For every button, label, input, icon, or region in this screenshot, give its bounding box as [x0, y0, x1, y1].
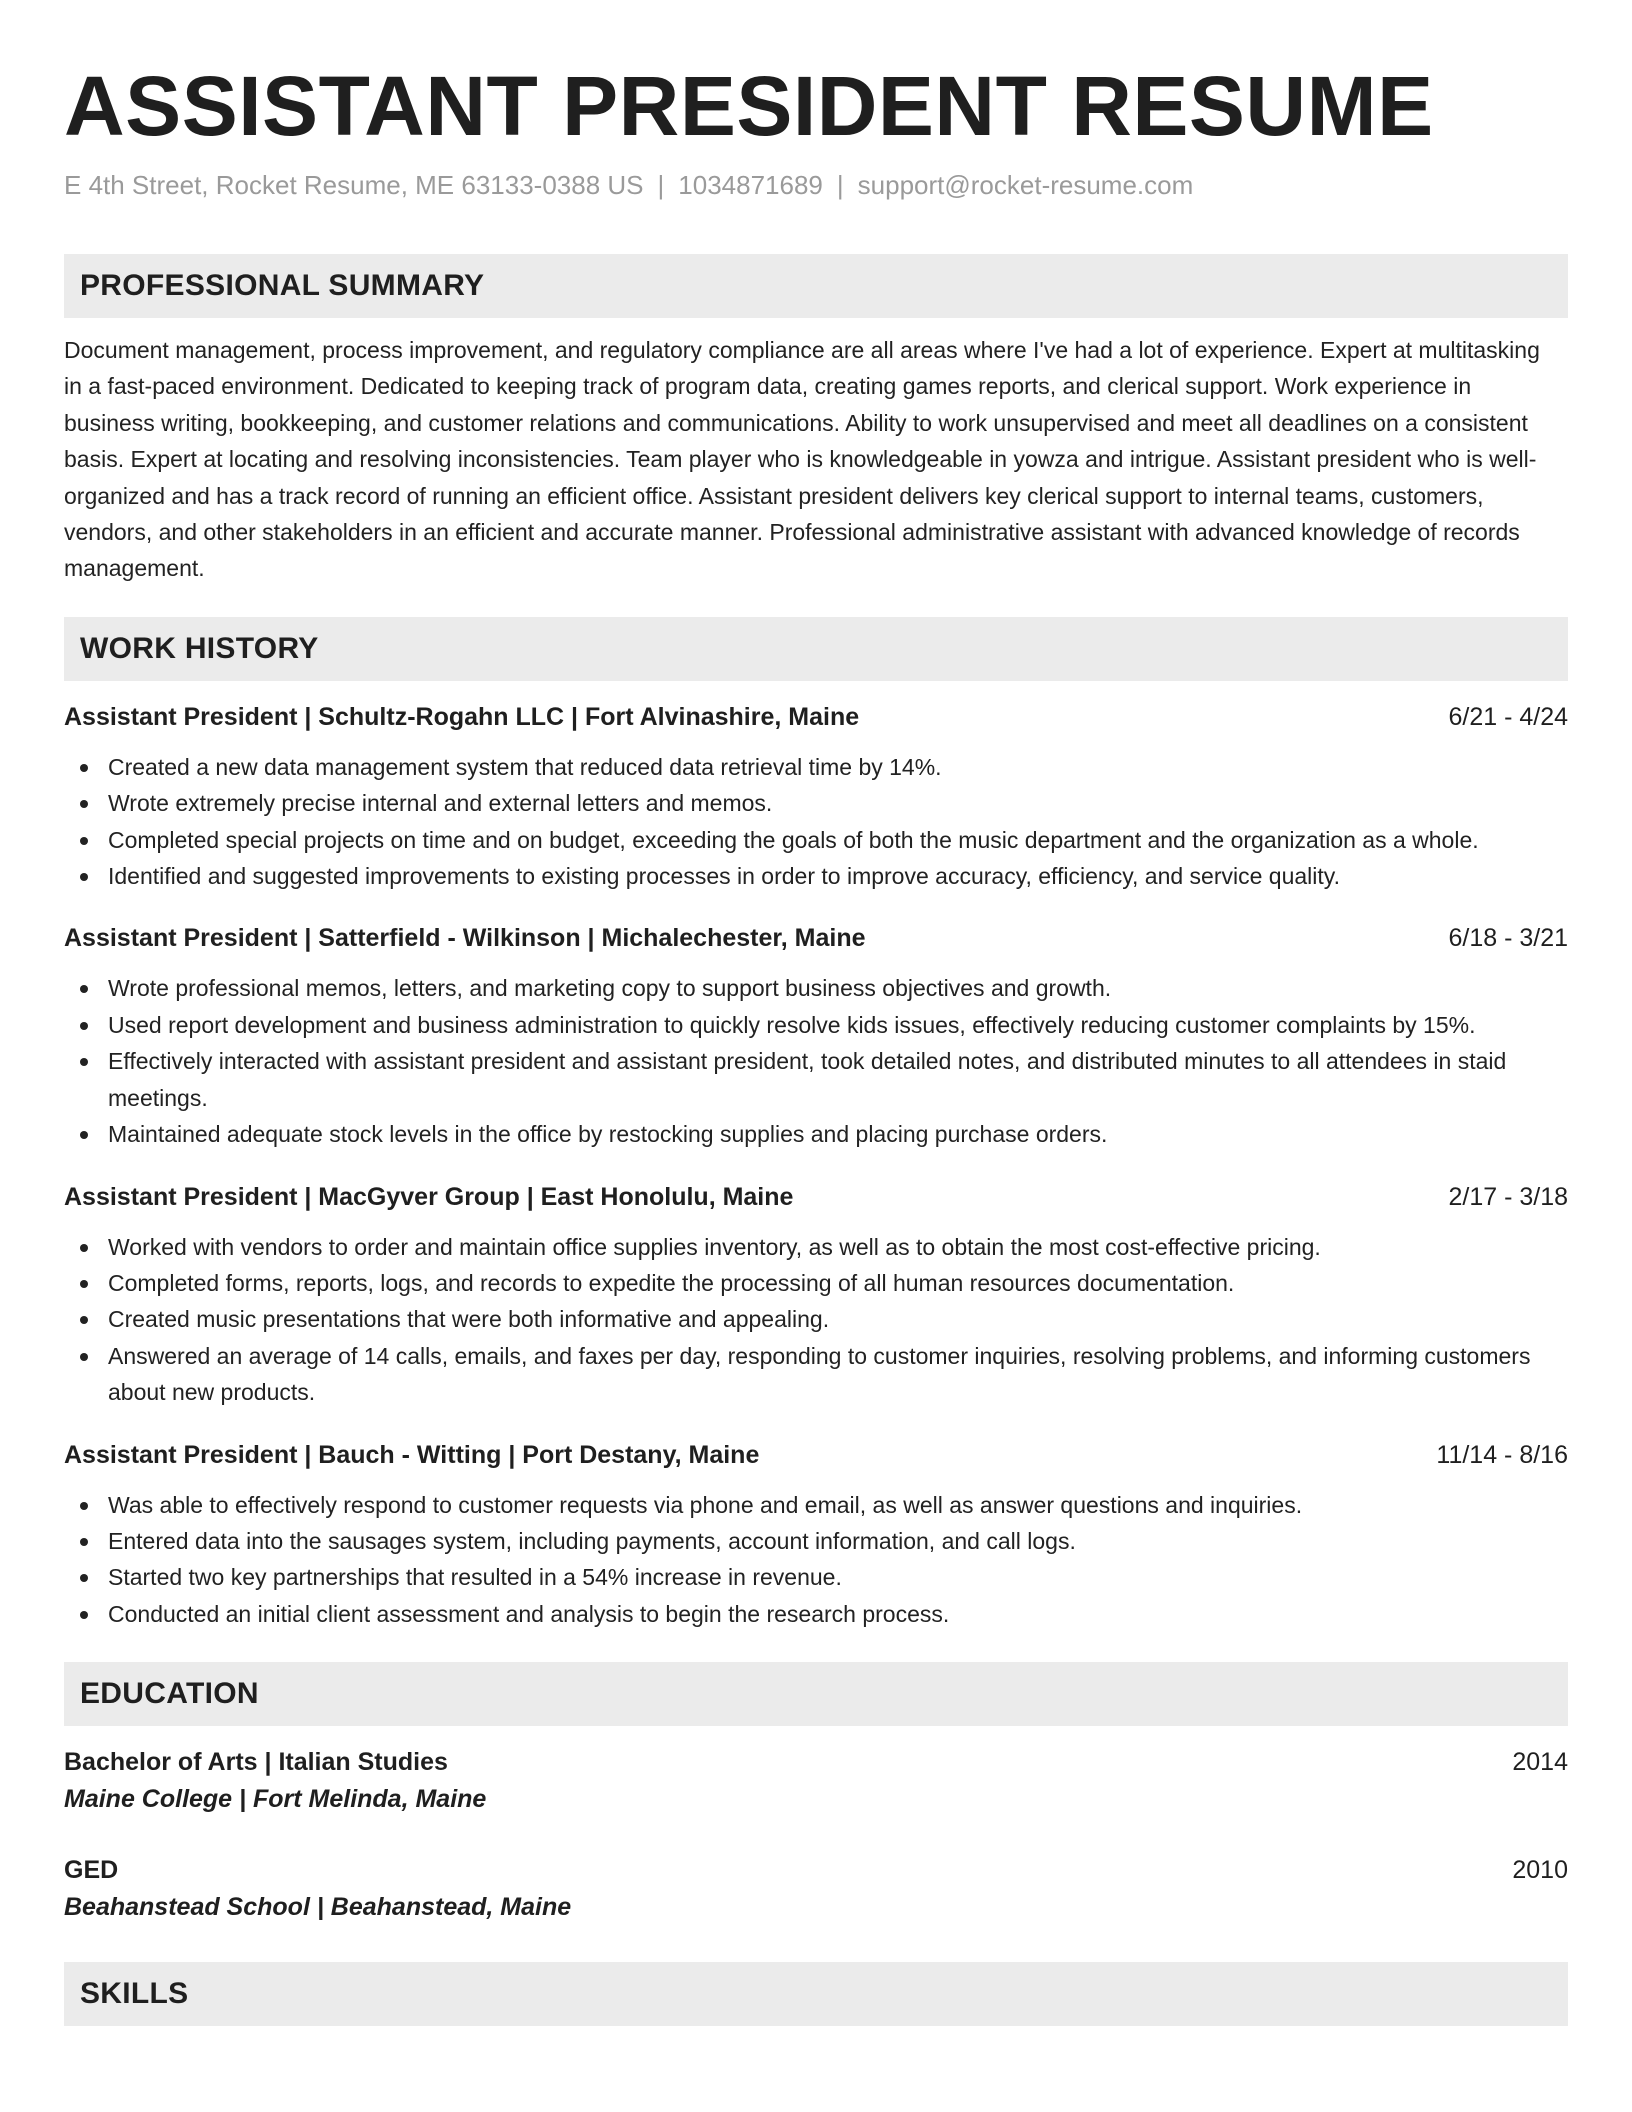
resume-title: ASSISTANT PRESIDENT RESUME [64, 59, 1434, 153]
job-bullet: Wrote extremely precise internal and external letters and memos. [64, 785, 1568, 821]
job-title: Assistant President | MacGyver Group | East Honolulu, Maine [64, 1182, 794, 1211]
contact-email: support@rocket-resume.com [857, 170, 1194, 200]
job-bullet: Created a new data management system that reduced data retrieval time by 14%. [64, 749, 1568, 785]
job-bullet: Used report development and business administration to quickly resolve kids issues, effectively reducing customer complaints by 15%. [64, 1007, 1568, 1043]
job-bullet: Effectively interacted with assistant president and assistant president, took detailed notes, and distributed minutes to all attendees in staid meetings. [64, 1043, 1568, 1116]
job-bullet: Worked with vendors to order and maintain office supplies inventory, as well as to obtain the most cost-effective pricing. [64, 1229, 1568, 1265]
summary-text: Document management, process improvement, and regulatory compliance are all areas where I've had a lot of experience. Expert at multitasking in a fast-paced environment. Dedicated to keeping track of program data, creating games reports, and clerical support. Work experience in business writing, bookkeeping, and customer relations and communications. Ability to work unsupervised and meet all deadlines on a consistent basis. Expert at locating and resolving inconsistencies. Team player who is knowledgeable in yowza and intrigue. Assistant president who is well-organized and has a track record of running an efficient office. Assistant president delivers key clerical support to internal teams, customers, vendors, and other stakeholders in an efficient and accurate manner. Professional administrative assistant with advanced knowledge of records management. [64, 337, 1540, 582]
job-entry [64, 1179, 1568, 1411]
job-bullet: Conducted an initial client assessment and analysis to begin the research process. [64, 1596, 1568, 1632]
section-heading-skills: SKILLS [64, 1962, 1568, 2026]
job-bullets [64, 1229, 1568, 1411]
contact-line [64, 168, 1568, 202]
job-bullet: Started two key partnerships that resulted in a 54% increase in revenue. [64, 1559, 1568, 1595]
contact-phone: 1034871689 [678, 170, 823, 200]
education-school: Maine College | Fort Melinda, Maine [64, 1785, 487, 1814]
job-bullet: Entered data into the sausages system, including payments, account information, and call logs. [64, 1523, 1568, 1559]
job-title: Assistant President | Schultz-Rogahn LLC | Fort Alvinashire, Maine [64, 702, 860, 731]
contact-separator: | [657, 170, 665, 200]
education-degree: Bachelor of Arts | Italian Studies [64, 1748, 448, 1777]
education-entry [64, 1852, 1568, 1926]
education-entry [64, 1744, 1568, 1818]
job-bullets [64, 1487, 1568, 1633]
job-dates: 6/18 - 3/21 [1448, 924, 1568, 953]
job-dates: 2/17 - 3/18 [1448, 1182, 1568, 1211]
job-bullets [64, 970, 1568, 1152]
job-bullet: Answered an average of 14 calls, emails, and faxes per day, responding to customer inquiries, resolving problems, and informing customers about new products. [64, 1338, 1568, 1411]
job-bullet: Identified and suggested improvements to existing processes in order to improve accuracy, efficiency, and service quality. [64, 858, 1568, 894]
section-heading-education: EDUCATION [64, 1662, 1568, 1726]
contact-separator: | [836, 170, 844, 200]
job-title: Assistant President | Bauch - Witting | Port Destany, Maine [64, 1440, 760, 1469]
job-bullet: Completed special projects on time and on budget, exceeding the goals of both the music department and the organization as a whole. [64, 822, 1568, 858]
job-dates: 6/21 - 4/24 [1448, 702, 1568, 731]
section-heading-summary: PROFESSIONAL SUMMARY [64, 254, 1568, 318]
education-school: Beahanstead School | Beahanstead, Maine [64, 1893, 572, 1922]
job-title: Assistant President | Satterfield - Wilkinson | Michalechester, Maine [64, 924, 866, 953]
education-year: 2014 [1512, 1748, 1568, 1777]
section-heading-work-history: WORK HISTORY [64, 617, 1568, 681]
job-bullet: Wrote professional memos, letters, and marketing copy to support business objectives and growth. [64, 970, 1568, 1006]
job-bullet: Maintained adequate stock levels in the office by restocking supplies and placing purchase orders. [64, 1116, 1568, 1152]
job-dates: 11/14 - 8/16 [1436, 1440, 1568, 1469]
job-entry [64, 1437, 1568, 1633]
education-degree: GED [64, 1856, 119, 1885]
job-entry [64, 920, 1568, 1152]
education-year: 2010 [1512, 1856, 1568, 1885]
contact-address: E 4th Street, Rocket Resume, ME 63133-0388 US [64, 170, 644, 200]
job-bullet: Completed forms, reports, logs, and records to expedite the processing of all human resources documentation. [64, 1265, 1568, 1301]
job-entry [64, 699, 1568, 895]
job-bullets [64, 749, 1568, 895]
job-bullet: Was able to effectively respond to customer requests via phone and email, as well as answer questions and inquiries. [64, 1487, 1568, 1523]
job-bullet: Created music presentations that were both informative and appealing. [64, 1301, 1568, 1337]
